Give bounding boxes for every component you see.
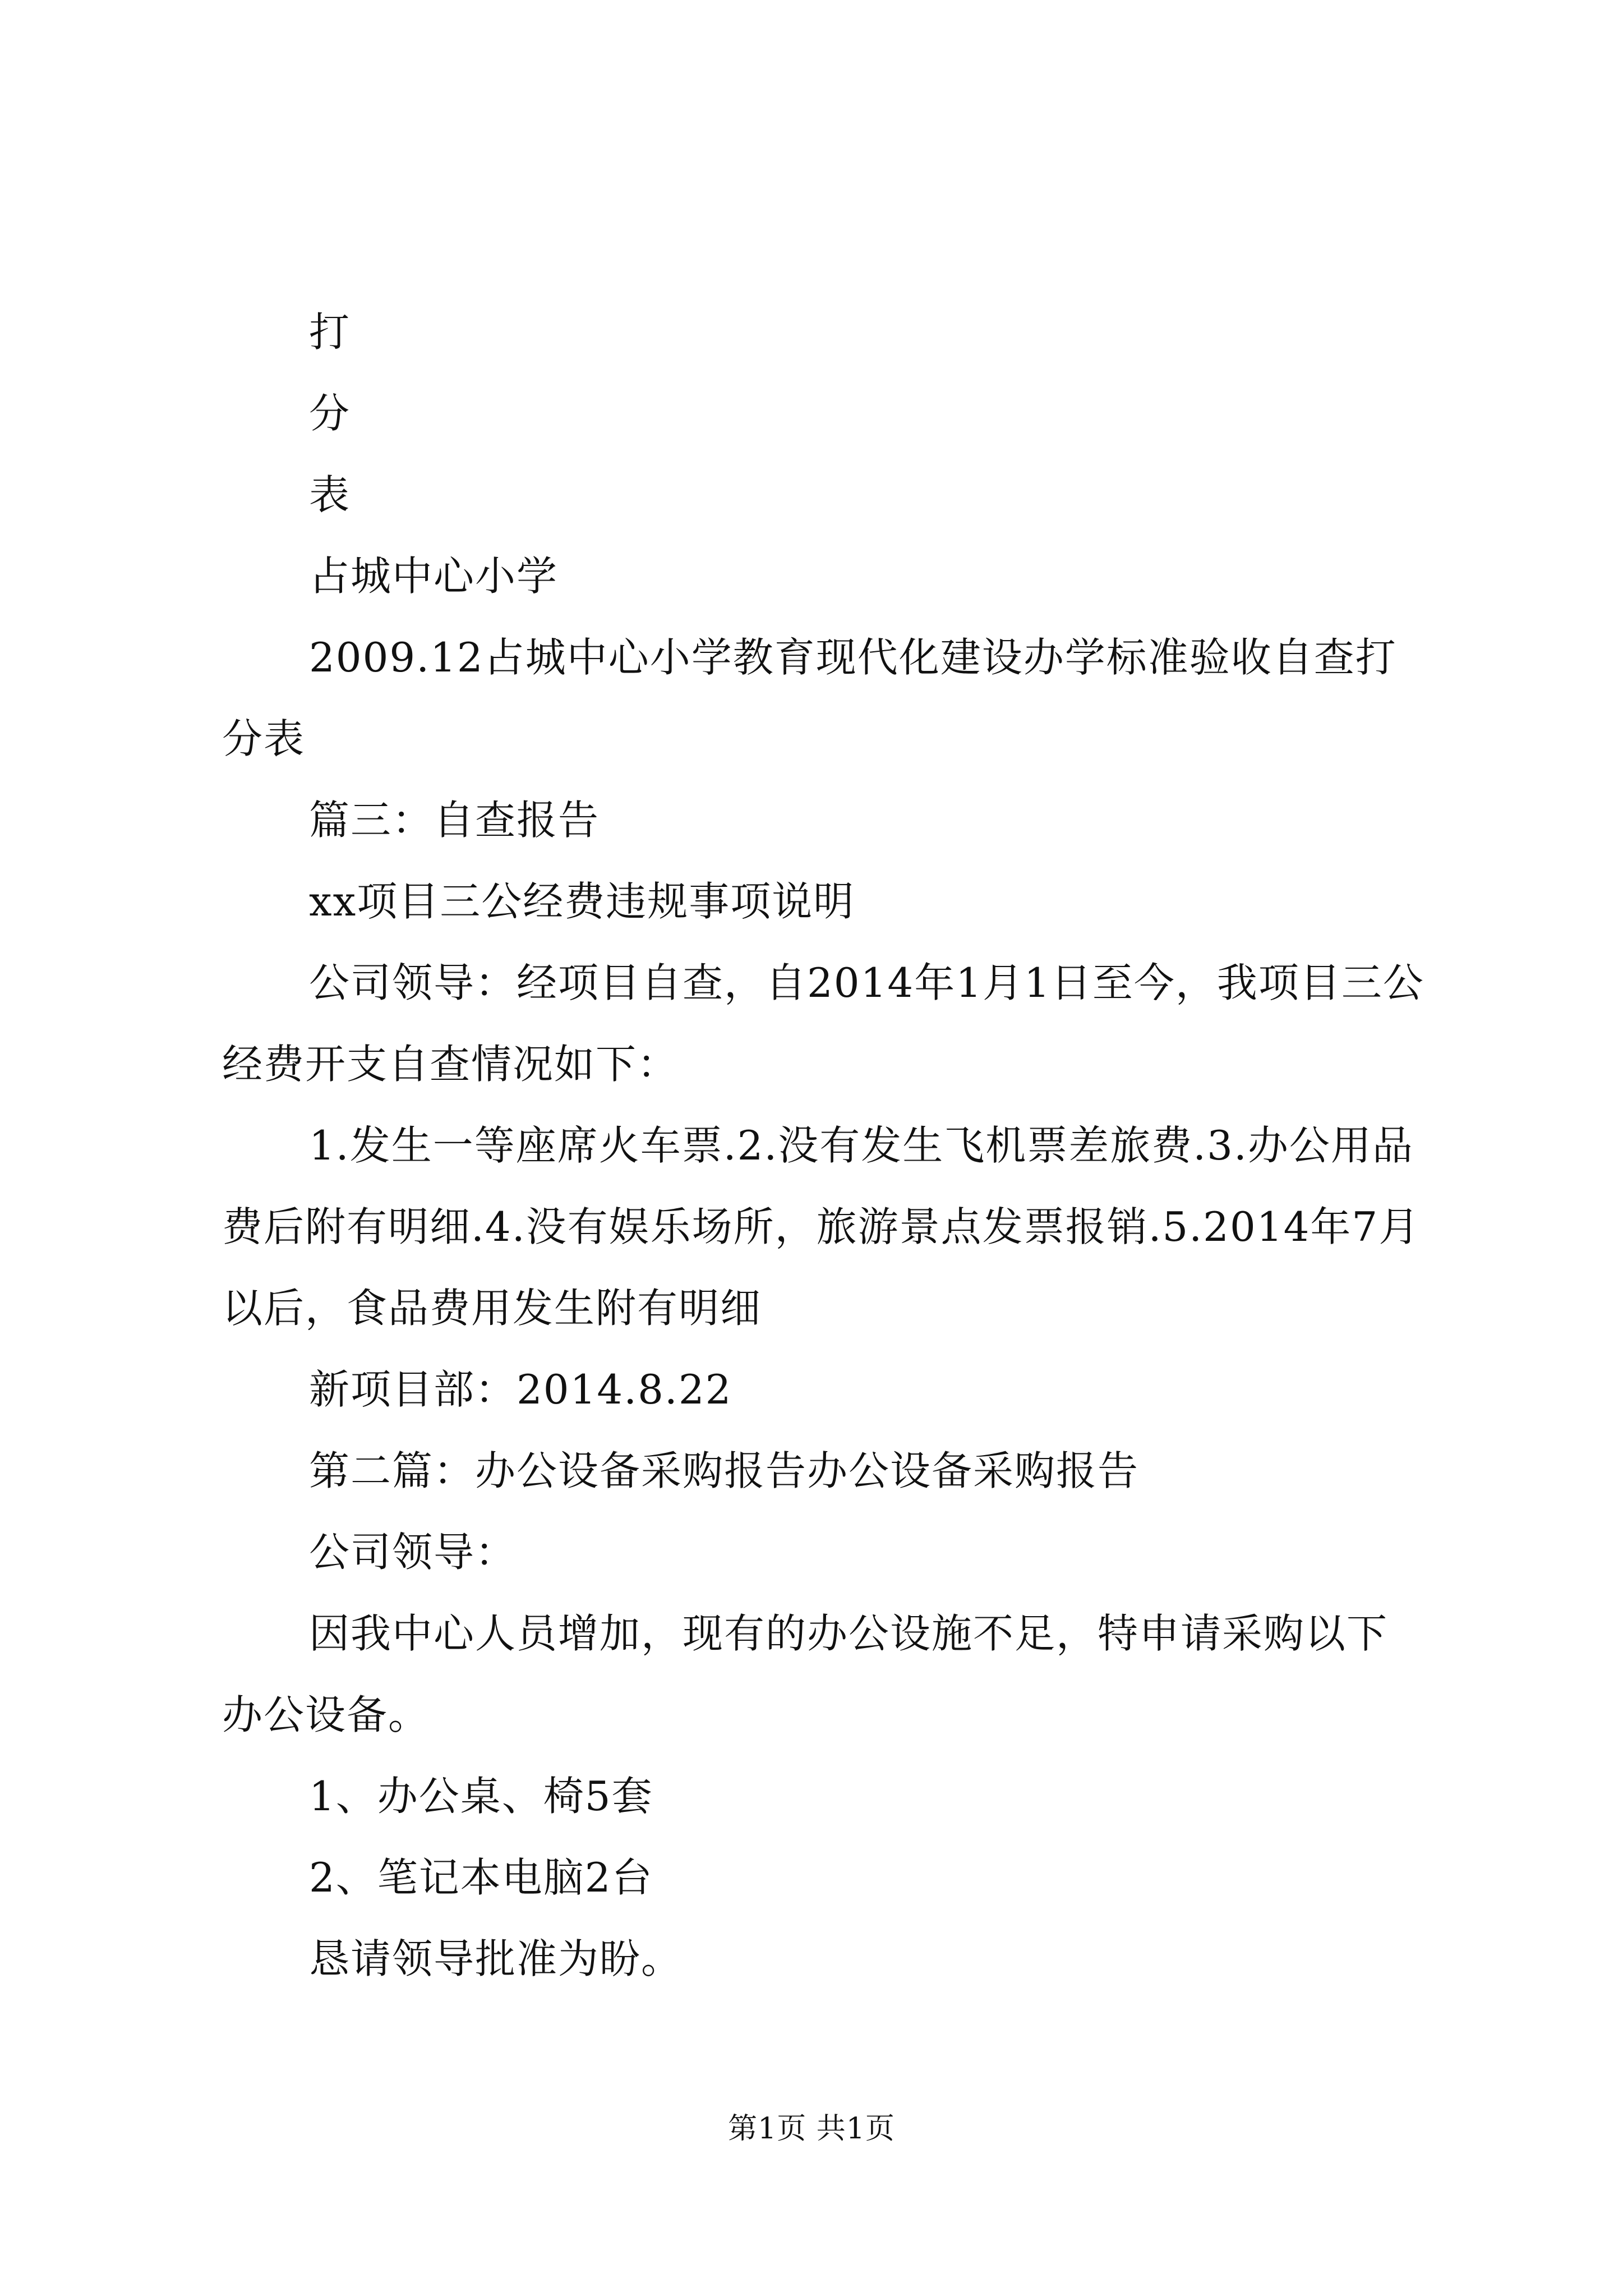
document-body — [222, 292, 1428, 2000]
score-table-title: 2009.12占城中心小学教育现代化建设办学标准验收自查打分表 — [222, 634, 1397, 762]
heading-char-biao: 表 — [309, 471, 351, 518]
purchase-item-2: 2、笔记本电脑2台 — [309, 1854, 653, 1901]
self-check-items: 1.发生一等座席火车票.2.没有发生飞机票差旅费.3.办公用品费后附有明细.4.没有娱乐场所，旅游景点发票报销.5.2014年7月以后，食品费用发生附有明细 — [222, 1122, 1421, 1332]
section-two-heading: 第二篇：办公设备采购报告办公设备采购报告 — [309, 1447, 1140, 1494]
section-three-heading: 篇三：自查报告 — [309, 797, 600, 844]
page-number-label: 第1页 共1页 — [728, 2112, 895, 2146]
violation-title: xx项目三公经费违规事项说明 — [309, 878, 855, 925]
purchase-request: 因我中心人员增加，现有的办公设施不足，特申请采购以下办公设备。 — [222, 1610, 1389, 1738]
school-name: 占城中心小学 — [309, 553, 559, 600]
heading-char-fen: 分 — [309, 390, 351, 437]
self-check-intro: 公司领导：经项目自查，自2014年1月1日至今，我项目三公经费开支自查情况如下： — [222, 959, 1424, 1088]
salutation: 公司领导： — [309, 1529, 517, 1576]
page-footer — [0, 2109, 1623, 2148]
heading-char-da: 打 — [309, 309, 351, 356]
closing-request: 恳请领导批准为盼。 — [309, 1935, 683, 1982]
purchase-item-1: 1、办公桌、椅5套 — [309, 1773, 653, 1820]
project-dept-signature: 新项目部：2014.8.22 — [309, 1366, 732, 1413]
